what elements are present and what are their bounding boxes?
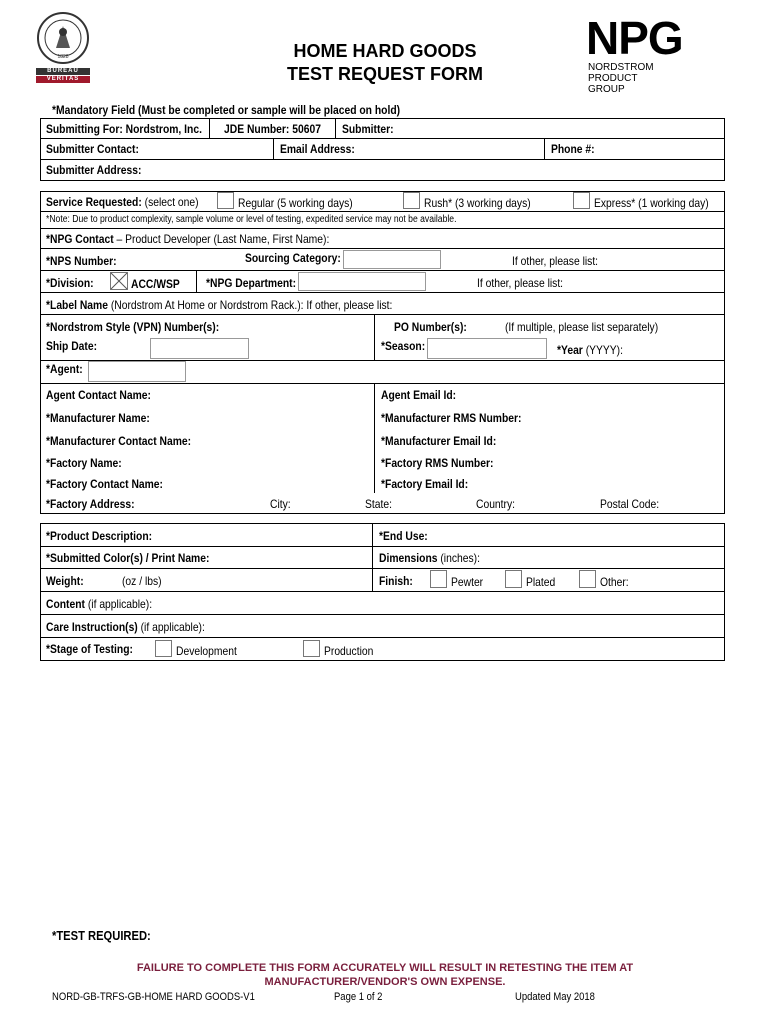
season-label: *Season: bbox=[381, 339, 426, 353]
production-checkbox[interactable] bbox=[303, 640, 320, 657]
finish-label: Finish: bbox=[379, 574, 413, 588]
submitting-for-label: Submitting For: Nordstrom, Inc. bbox=[46, 122, 202, 136]
stage-of-testing-label: *Stage of Testing: bbox=[46, 642, 133, 656]
updated-date: Updated May 2018 bbox=[515, 991, 595, 1003]
other-checkbox[interactable] bbox=[579, 570, 596, 588]
mandatory-note: *Mandatory Field (Must be completed or sample will be placed on hold) bbox=[52, 103, 401, 117]
bv-seal-year: 1828 bbox=[57, 54, 69, 60]
weight-label: Weight: bbox=[46, 574, 84, 588]
npg-logo bbox=[586, 14, 696, 98]
content-label: Content (if applicable): bbox=[46, 597, 153, 611]
nps-number-label: *NPS Number: bbox=[46, 254, 117, 268]
doc-code: NORD-GB-TRFS-GB-HOME HARD GOODS-V1 bbox=[52, 991, 255, 1003]
label-name-label: *Label Name (Nordstrom At Home or Nordstrom Rack.): If other, please list: bbox=[46, 298, 393, 312]
end-use-label: *End Use: bbox=[379, 529, 428, 543]
service-requested-label: Service Requested: (select one) bbox=[46, 195, 199, 209]
city-label: City: bbox=[270, 497, 291, 511]
manufacturer-contact-label: *Manufacturer Contact Name: bbox=[46, 434, 192, 448]
regular-label: Regular (5 working days) bbox=[238, 196, 353, 210]
nordstrom-style-label: *Nordstrom Style (VPN) Number(s): bbox=[46, 320, 220, 334]
weight-unit-label: (oz / lbs) bbox=[122, 574, 162, 588]
manufacturer-rms-label: *Manufacturer RMS Number: bbox=[381, 411, 522, 425]
warning-line2: MANUFACTURER/VENDOR'S OWN EXPENSE. bbox=[264, 976, 506, 988]
agent-field[interactable] bbox=[88, 361, 186, 382]
ship-date-field[interactable] bbox=[150, 338, 249, 359]
submitter-contact-label: Submitter Contact: bbox=[46, 142, 139, 156]
if-other-label-1: If other, please list: bbox=[512, 254, 599, 268]
division-label: *Division: bbox=[46, 276, 94, 290]
jde-number-label: JDE Number: 50607 bbox=[224, 122, 321, 136]
plated-checkbox[interactable] bbox=[505, 570, 522, 588]
test-required-label: *TEST REQUIRED: bbox=[52, 928, 151, 943]
express-label: Express* (1 working day) bbox=[594, 196, 709, 210]
division-value: ACC/WSP bbox=[131, 277, 180, 291]
po-numbers-note: (If multiple, please list separately) bbox=[505, 320, 659, 334]
pewter-checkbox[interactable] bbox=[430, 570, 447, 588]
factory-email-label: *Factory Email Id: bbox=[381, 477, 469, 491]
section3-box bbox=[40, 523, 725, 661]
care-instructions-label: Care Instruction(s) (if applicable): bbox=[46, 620, 205, 634]
submitter-address-label: Submitter Address: bbox=[46, 163, 142, 177]
sourcing-category-label: Sourcing Category: bbox=[245, 251, 341, 265]
development-checkbox[interactable] bbox=[155, 640, 172, 657]
email-address-label: Email Address: bbox=[280, 142, 355, 156]
agent-email-label: Agent Email Id: bbox=[381, 388, 457, 402]
rush-label: Rush* (3 working days) bbox=[424, 196, 531, 210]
npg-contact-label: *NPG Contact – Product Developer (Last Name, First Name): bbox=[46, 232, 330, 246]
warning-line1: FAILURE TO COMPLETE THIS FORM ACCURATELY WILL RESULT IN RETESTING THE ITEM AT bbox=[136, 962, 634, 974]
state-label: State: bbox=[365, 497, 392, 511]
npg-line3: GROUP bbox=[588, 84, 625, 95]
po-numbers-label: PO Number(s): bbox=[394, 320, 467, 334]
manufacturer-name-label: *Manufacturer Name: bbox=[46, 411, 150, 425]
factory-contact-label: *Factory Contact Name: bbox=[46, 477, 163, 491]
if-other-label-2: If other, please list: bbox=[477, 276, 564, 290]
phone-label: Phone #: bbox=[551, 142, 595, 156]
division-checked-icon[interactable] bbox=[110, 272, 128, 290]
country-label: Country: bbox=[476, 497, 516, 511]
factory-rms-label: *Factory RMS Number: bbox=[381, 456, 494, 470]
product-description-label: *Product Description: bbox=[46, 529, 153, 543]
development-label: Development bbox=[176, 644, 237, 658]
bv-logo-top: BUREAU bbox=[47, 68, 79, 74]
dimensions-label: Dimensions (inches): bbox=[379, 551, 480, 565]
manufacturer-email-label: *Manufacturer Email Id: bbox=[381, 434, 497, 448]
submitted-colors-label: *Submitted Color(s) / Print Name: bbox=[46, 551, 210, 565]
expedite-note: *Note: Due to product complexity, sample volume or level of testing, expedited service may not be available. bbox=[46, 214, 457, 225]
npg-department-label: *NPG Department: bbox=[206, 276, 297, 290]
year-label: *Year (YYYY): bbox=[557, 343, 623, 357]
bv-logo-bottom: VERITAS bbox=[46, 76, 80, 82]
page-number: Page 1 of 2 bbox=[334, 991, 383, 1003]
production-label: Production bbox=[324, 644, 374, 658]
form-title-line2: TEST REQUEST FORM bbox=[286, 64, 483, 84]
regular-checkbox[interactable] bbox=[217, 192, 234, 209]
npg-logo-text: NPG bbox=[586, 12, 683, 64]
factory-name-label: *Factory Name: bbox=[46, 456, 122, 470]
rush-checkbox[interactable] bbox=[403, 192, 420, 209]
season-field[interactable] bbox=[427, 338, 547, 359]
submitter-label: Submitter: bbox=[342, 122, 394, 136]
form-title-line1: HOME HARD GOODS bbox=[293, 41, 477, 61]
factory-address-label: *Factory Address: bbox=[46, 497, 135, 511]
npg-line1: NORDSTROM bbox=[588, 62, 654, 73]
express-checkbox[interactable] bbox=[573, 192, 590, 209]
sourcing-category-field[interactable] bbox=[343, 250, 441, 269]
agent-contact-label: Agent Contact Name: bbox=[46, 388, 151, 402]
agent-label: *Agent: bbox=[46, 362, 83, 376]
plated-label: Plated bbox=[526, 575, 556, 589]
pewter-label: Pewter bbox=[451, 575, 484, 589]
postal-code-label: Postal Code: bbox=[600, 497, 660, 511]
npg-department-field[interactable] bbox=[298, 272, 426, 291]
ship-date-label: Ship Date: bbox=[46, 339, 98, 353]
other-label: Other: bbox=[600, 575, 629, 589]
npg-line2: PRODUCT bbox=[588, 73, 638, 84]
